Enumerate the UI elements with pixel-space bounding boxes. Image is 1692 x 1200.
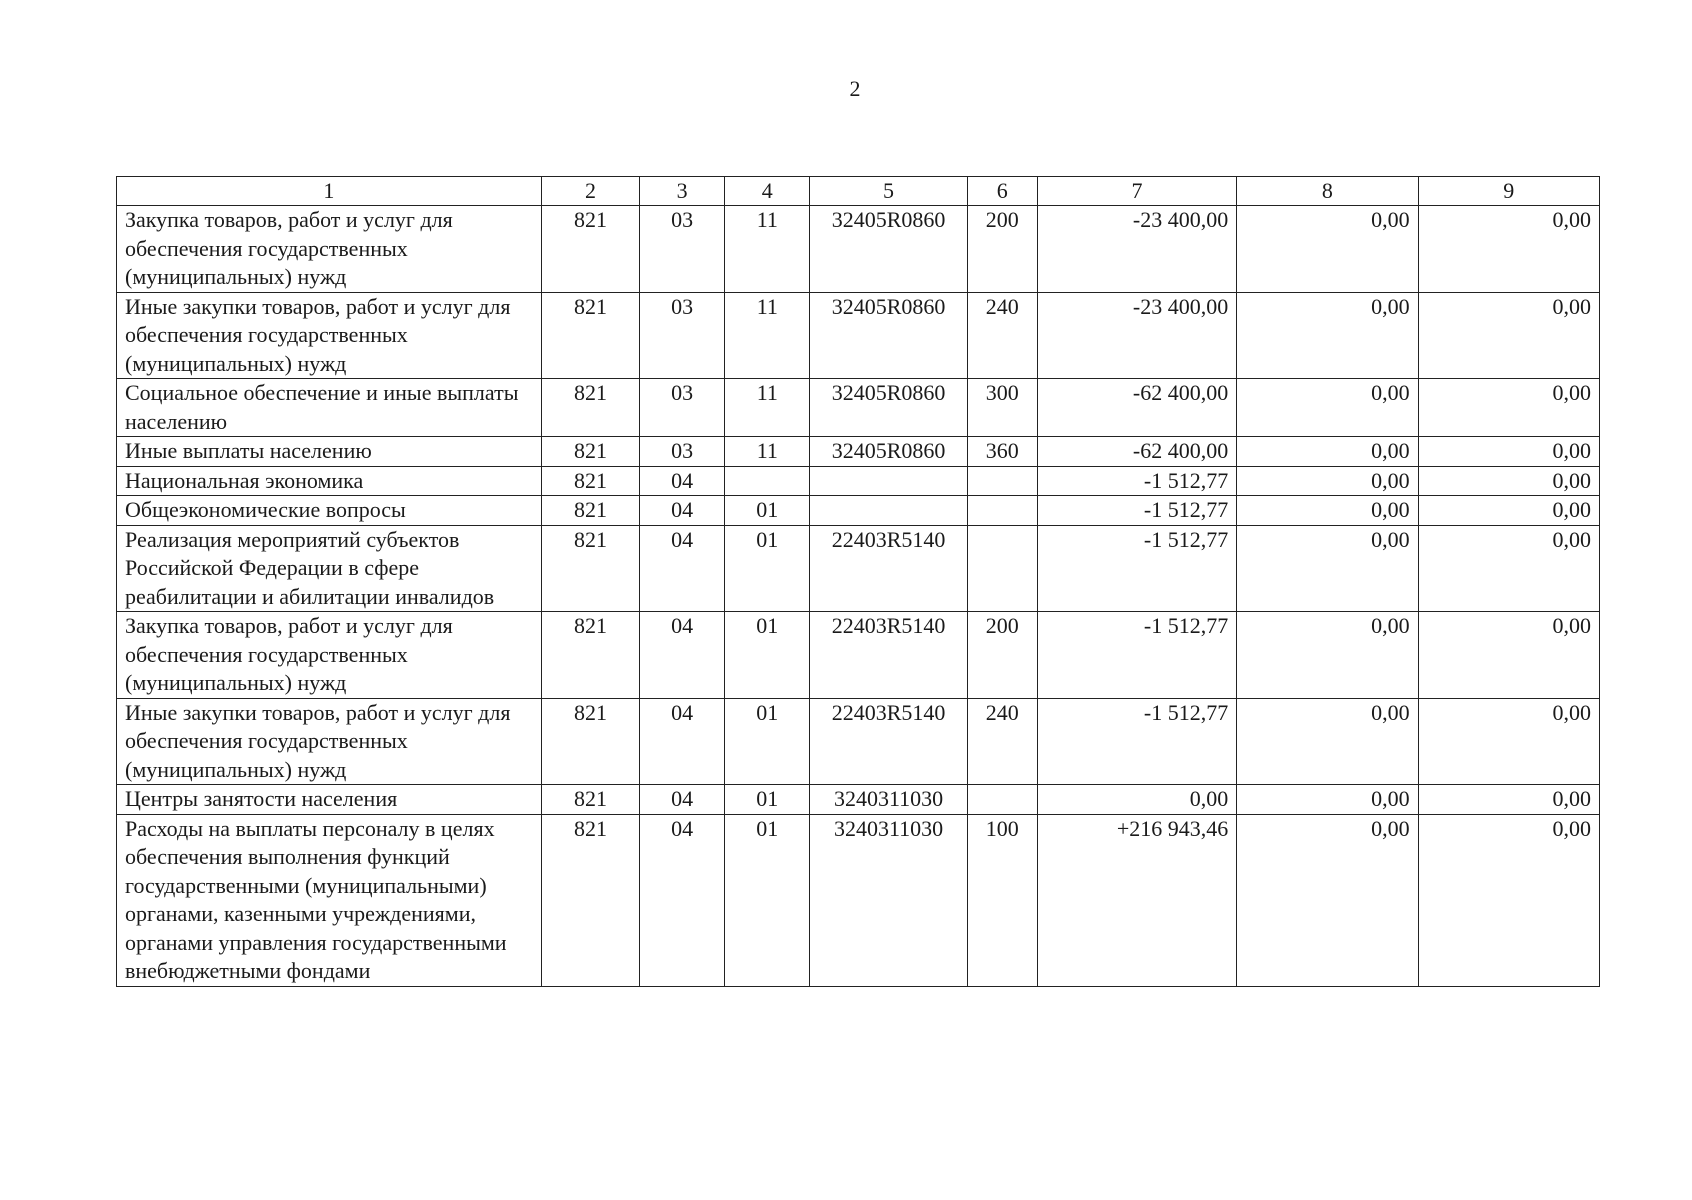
column-header: 7 bbox=[1037, 177, 1236, 206]
chapter-cell: 821 bbox=[541, 206, 639, 293]
expense-type-cell: 100 bbox=[967, 814, 1037, 986]
subsection-cell: 01 bbox=[725, 785, 810, 815]
subsection-cell: 11 bbox=[725, 292, 810, 379]
section-cell: 04 bbox=[640, 698, 725, 785]
expense-name-cell: Закупка товаров, работ и услуг для обеспечения государственных (муниципальных) нужд bbox=[117, 206, 542, 293]
table-row bbox=[117, 466, 1600, 496]
chapter-cell: 821 bbox=[541, 814, 639, 986]
table-row bbox=[117, 785, 1600, 815]
amount-plan1-cell: 0,00 bbox=[1237, 496, 1418, 526]
target-article-cell: 22403R5140 bbox=[810, 698, 967, 785]
section-cell: 03 bbox=[640, 379, 725, 437]
section-cell: 04 bbox=[640, 814, 725, 986]
amount-cell: +216 943,46 bbox=[1037, 814, 1236, 986]
amount-plan1-cell: 0,00 bbox=[1237, 292, 1418, 379]
amount-plan1-cell: 0,00 bbox=[1237, 785, 1418, 815]
amount-cell: -23 400,00 bbox=[1037, 292, 1236, 379]
amount-plan1-cell: 0,00 bbox=[1237, 379, 1418, 437]
chapter-cell: 821 bbox=[541, 525, 639, 612]
table-row bbox=[117, 698, 1600, 785]
chapter-cell: 821 bbox=[541, 379, 639, 437]
amount-plan2-cell: 0,00 bbox=[1418, 437, 1599, 467]
amount-plan1-cell: 0,00 bbox=[1237, 206, 1418, 293]
table-row bbox=[117, 206, 1600, 293]
amount-plan1-cell: 0,00 bbox=[1237, 814, 1418, 986]
table-row bbox=[117, 814, 1600, 986]
amount-plan2-cell: 0,00 bbox=[1418, 612, 1599, 699]
section-cell: 04 bbox=[640, 466, 725, 496]
expense-type-cell bbox=[967, 466, 1037, 496]
column-header: 4 bbox=[725, 177, 810, 206]
amount-plan2-cell: 0,00 bbox=[1418, 292, 1599, 379]
target-article-cell: 22403R5140 bbox=[810, 525, 967, 612]
column-header: 5 bbox=[810, 177, 967, 206]
amount-plan2-cell: 0,00 bbox=[1418, 525, 1599, 612]
chapter-cell: 821 bbox=[541, 785, 639, 815]
expense-type-cell: 240 bbox=[967, 698, 1037, 785]
target-article-cell: 32405R0860 bbox=[810, 379, 967, 437]
amount-cell: -1 512,77 bbox=[1037, 525, 1236, 612]
chapter-cell: 821 bbox=[541, 612, 639, 699]
expense-name-cell: Закупка товаров, работ и услуг для обеспечения государственных (муниципальных) нужд bbox=[117, 612, 542, 699]
section-cell: 04 bbox=[640, 525, 725, 612]
amount-cell: -23 400,00 bbox=[1037, 206, 1236, 293]
subsection-cell: 11 bbox=[725, 206, 810, 293]
target-article-cell: 22403R5140 bbox=[810, 612, 967, 699]
expense-name-cell: Иные закупки товаров, работ и услуг для обеспечения государственных (муниципальных) нужд bbox=[117, 292, 542, 379]
amount-plan2-cell: 0,00 bbox=[1418, 814, 1599, 986]
subsection-cell bbox=[725, 466, 810, 496]
table-body bbox=[117, 206, 1600, 987]
section-cell: 04 bbox=[640, 612, 725, 699]
amount-plan1-cell: 0,00 bbox=[1237, 466, 1418, 496]
target-article-cell: 32405R0860 bbox=[810, 437, 967, 467]
section-cell: 03 bbox=[640, 292, 725, 379]
expense-type-cell: 240 bbox=[967, 292, 1037, 379]
expense-name-cell: Социальное обеспечение и иные выплаты населению bbox=[117, 379, 542, 437]
section-cell: 04 bbox=[640, 785, 725, 815]
target-article-cell bbox=[810, 496, 967, 526]
column-header: 2 bbox=[541, 177, 639, 206]
subsection-cell: 11 bbox=[725, 437, 810, 467]
column-header: 1 bbox=[117, 177, 542, 206]
subsection-cell: 01 bbox=[725, 525, 810, 612]
target-article-cell: 32405R0860 bbox=[810, 206, 967, 293]
chapter-cell: 821 bbox=[541, 437, 639, 467]
subsection-cell: 01 bbox=[725, 612, 810, 699]
amount-plan2-cell: 0,00 bbox=[1418, 379, 1599, 437]
expense-type-cell: 360 bbox=[967, 437, 1037, 467]
expense-name-cell: Иные выплаты населению bbox=[117, 437, 542, 467]
amount-plan2-cell: 0,00 bbox=[1418, 206, 1599, 293]
expense-type-cell: 200 bbox=[967, 206, 1037, 293]
section-cell: 03 bbox=[640, 437, 725, 467]
column-header: 3 bbox=[640, 177, 725, 206]
amount-plan2-cell: 0,00 bbox=[1418, 785, 1599, 815]
column-header: 8 bbox=[1237, 177, 1418, 206]
subsection-cell: 11 bbox=[725, 379, 810, 437]
subsection-cell: 01 bbox=[725, 814, 810, 986]
subsection-cell: 01 bbox=[725, 496, 810, 526]
amount-plan2-cell: 0,00 bbox=[1418, 466, 1599, 496]
amount-cell: 0,00 bbox=[1037, 785, 1236, 815]
column-header: 9 bbox=[1418, 177, 1599, 206]
section-cell: 04 bbox=[640, 496, 725, 526]
table-header bbox=[117, 177, 1600, 206]
expense-name-cell: Реализация мероприятий субъектов Российской Федерации в сфере реабилитации и абилитации инвалидов bbox=[117, 525, 542, 612]
page-number: 2 bbox=[849, 76, 861, 101]
amount-cell: -62 400,00 bbox=[1037, 379, 1236, 437]
amount-plan2-cell: 0,00 bbox=[1418, 698, 1599, 785]
header-row bbox=[117, 177, 1600, 206]
target-article-cell: 3240311030 bbox=[810, 814, 967, 986]
target-article-cell: 3240311030 bbox=[810, 785, 967, 815]
amount-plan1-cell: 0,00 bbox=[1237, 698, 1418, 785]
expense-name-cell: Иные закупки товаров, работ и услуг для обеспечения государственных (муниципальных) нужд bbox=[117, 698, 542, 785]
budget-table bbox=[116, 176, 1600, 987]
expense-name-cell: Общеэкономические вопросы bbox=[117, 496, 542, 526]
amount-cell: -1 512,77 bbox=[1037, 698, 1236, 785]
expense-name-cell: Национальная экономика bbox=[117, 466, 542, 496]
expense-type-cell bbox=[967, 496, 1037, 526]
amount-plan1-cell: 0,00 bbox=[1237, 437, 1418, 467]
subsection-cell: 01 bbox=[725, 698, 810, 785]
amount-cell: -1 512,77 bbox=[1037, 466, 1236, 496]
expense-name-cell: Центры занятости населения bbox=[117, 785, 542, 815]
amount-cell: -1 512,77 bbox=[1037, 496, 1236, 526]
section-cell: 03 bbox=[640, 206, 725, 293]
table-row bbox=[117, 379, 1600, 437]
expense-name-cell: Расходы на выплаты персоналу в целях обеспечения выполнения функций государственными (муниципальными) органами, казенными учреждениями, органами управления государственными внебюджетными фондами bbox=[117, 814, 542, 986]
table-row bbox=[117, 525, 1600, 612]
table-row bbox=[117, 292, 1600, 379]
column-header: 6 bbox=[967, 177, 1037, 206]
amount-plan2-cell: 0,00 bbox=[1418, 496, 1599, 526]
expense-type-cell bbox=[967, 525, 1037, 612]
chapter-cell: 821 bbox=[541, 292, 639, 379]
amount-cell: -62 400,00 bbox=[1037, 437, 1236, 467]
table-row bbox=[117, 496, 1600, 526]
amount-plan1-cell: 0,00 bbox=[1237, 612, 1418, 699]
expense-type-cell bbox=[967, 785, 1037, 815]
chapter-cell: 821 bbox=[541, 496, 639, 526]
chapter-cell: 821 bbox=[541, 698, 639, 785]
amount-cell: -1 512,77 bbox=[1037, 612, 1236, 699]
target-article-cell: 32405R0860 bbox=[810, 292, 967, 379]
table-row bbox=[117, 612, 1600, 699]
table-row bbox=[117, 437, 1600, 467]
chapter-cell: 821 bbox=[541, 466, 639, 496]
target-article-cell bbox=[810, 466, 967, 496]
expense-type-cell: 200 bbox=[967, 612, 1037, 699]
expense-type-cell: 300 bbox=[967, 379, 1037, 437]
amount-plan1-cell: 0,00 bbox=[1237, 525, 1418, 612]
